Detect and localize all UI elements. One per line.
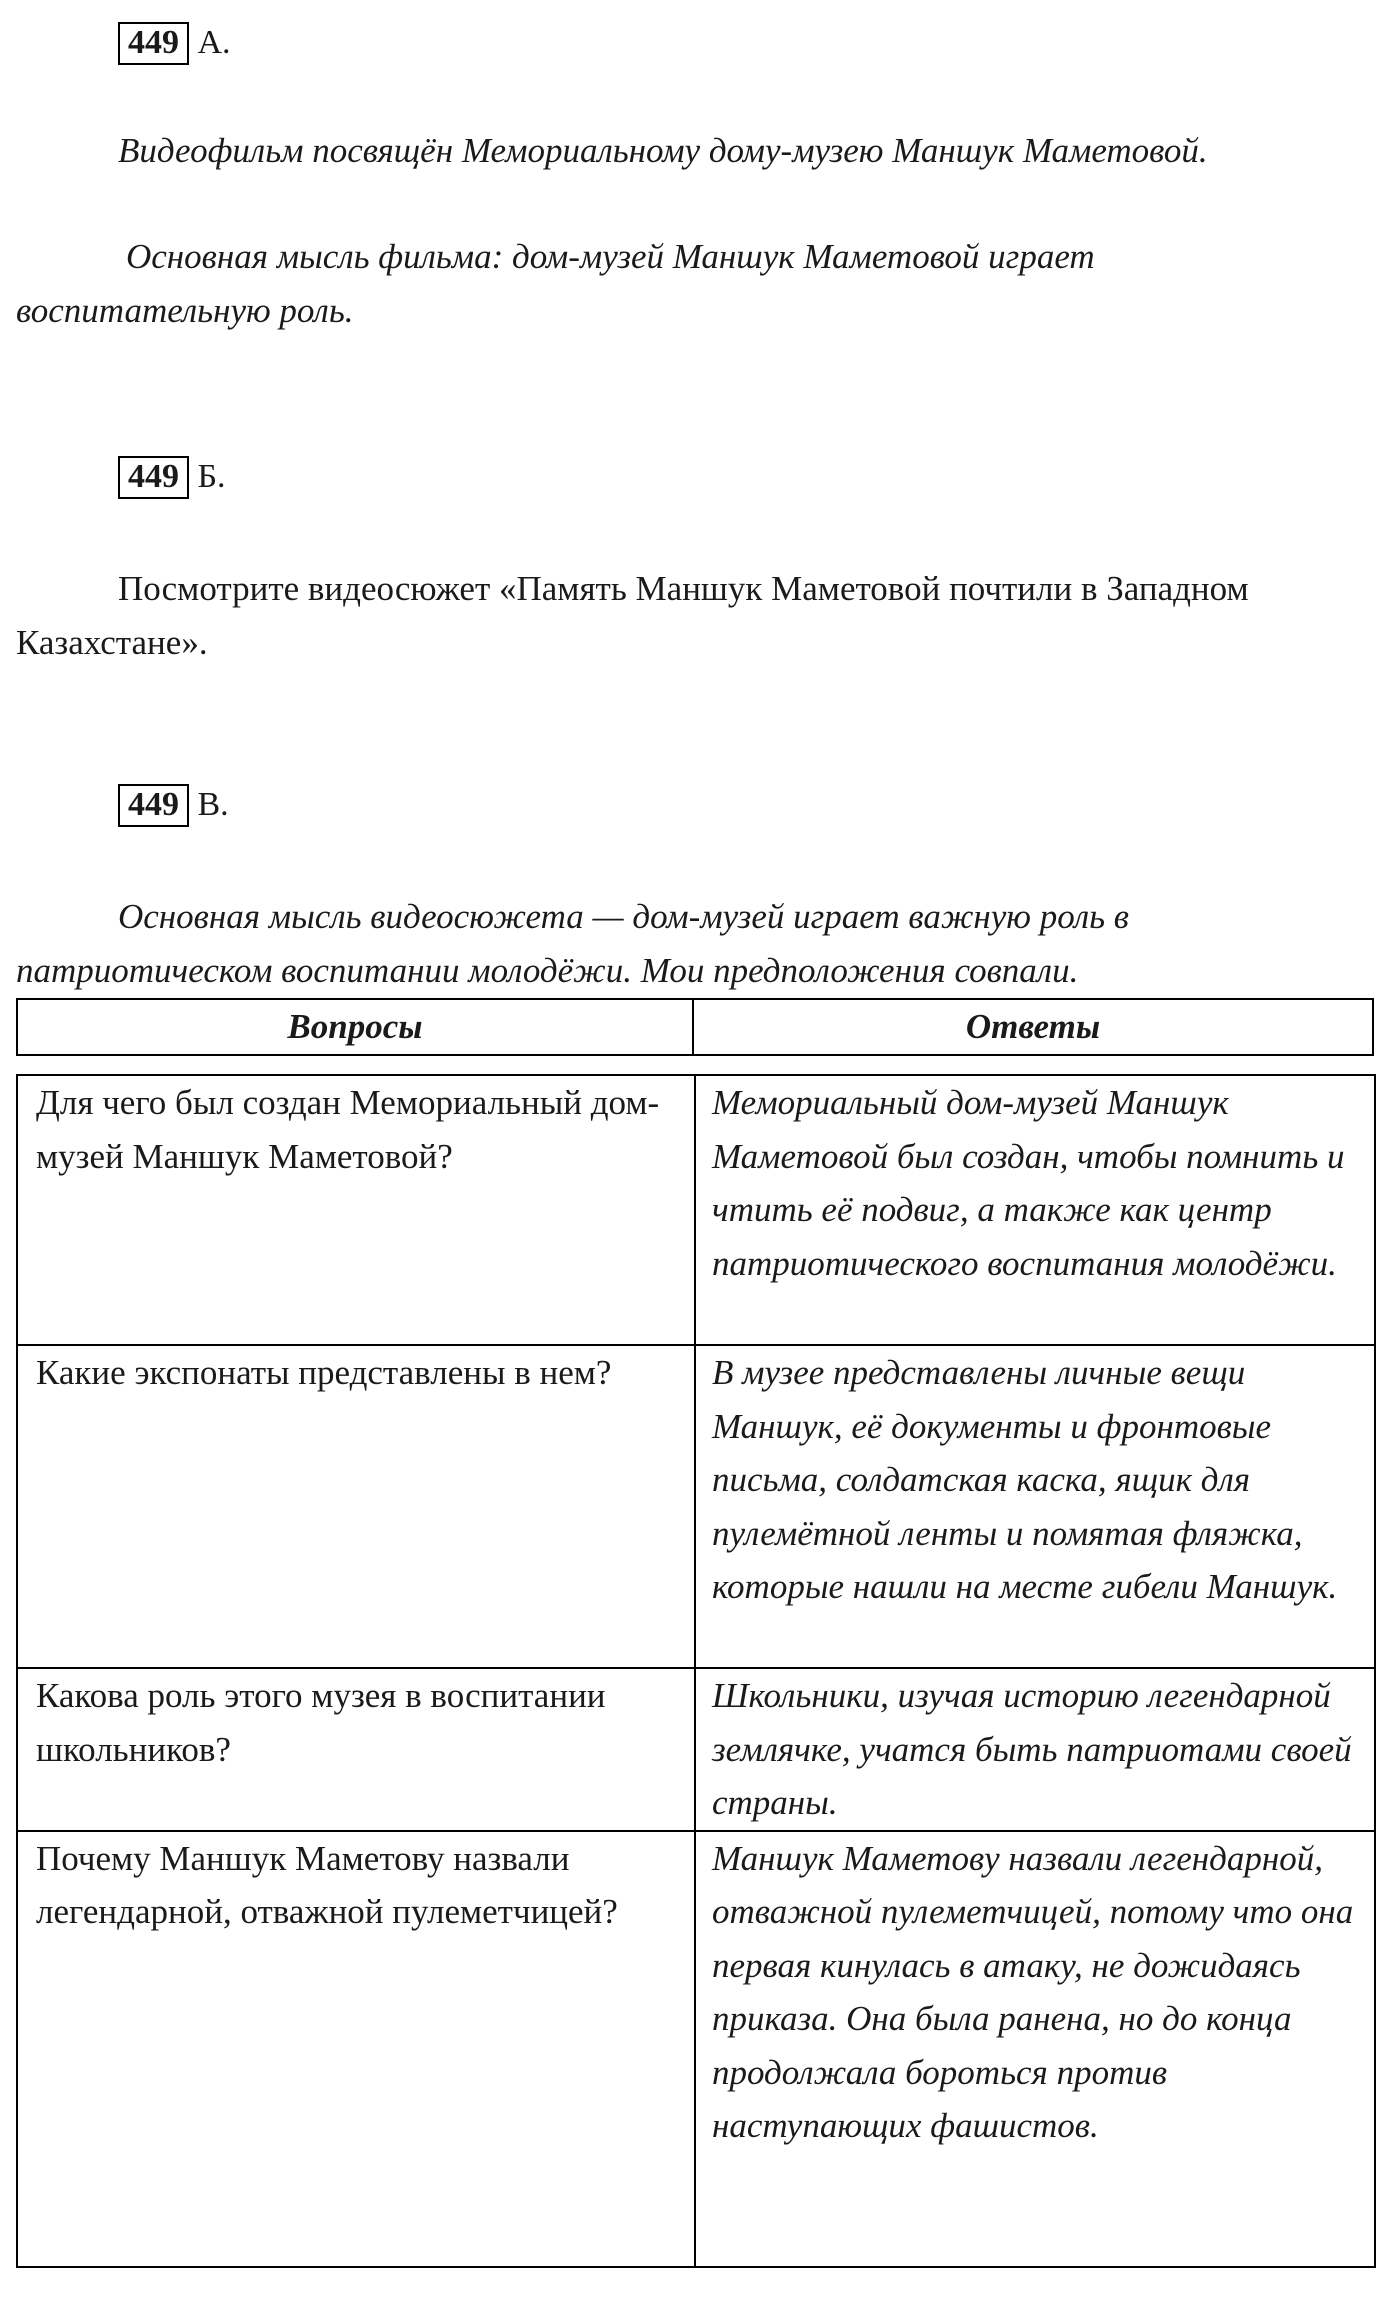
section-number-box-b [118, 456, 189, 499]
question-cell: Для чего был создан Мемориальный дом-музей Маншук Маметовой? [17, 1075, 695, 1345]
question-cell: Какие экспонаты представлены в нем? [17, 1345, 695, 1668]
section-letter-c: В. [197, 786, 229, 823]
qa-table [16, 1074, 1376, 2268]
qa-header-row [17, 999, 1373, 1055]
section-letter-a: А. [197, 24, 231, 61]
section-a-paragraph-2: Основная мысль фильма: дом-музей Маншук Маметовой играет воспитательную роль. [16, 237, 1095, 330]
section-number-c: 449 [128, 786, 179, 823]
question-cell: Какова роль этого музея в воспитании школьников? [17, 1668, 695, 1831]
section-b-paragraph-1: Посмотрите видеосюжет «Память Маншук Маметовой почтили в Западном Казахстане». [16, 569, 1249, 662]
section-number-box-c [118, 784, 189, 827]
answer-cell: В музее представлены личные вещи Маншук, её документы и фронтовые письма, солдатская каска, ящик для пулемётной ленты и помятая фляжка, которые нашли на месте гибели Маншук. [695, 1345, 1375, 1668]
section-label-b [118, 456, 226, 499]
section-number-box-a [118, 22, 189, 65]
section-number-a: 449 [128, 24, 179, 61]
table-row [17, 1831, 1375, 2267]
section-label-a [118, 22, 231, 65]
table-row [17, 1668, 1375, 1831]
question-cell: Почему Маншук Маметову назвали легендарной, отважной пулеметчицей? [17, 1831, 695, 2267]
section-label-c [118, 784, 229, 827]
answer-cell: Мемориальный дом-музей Маншук Маметовой был создан, чтобы помнить и чтить её подвиг, а также как центр патриотического воспитания молодёжи. [695, 1075, 1375, 1345]
section-c-paragraph-1: Основная мысль видеосюжета — дом-музей играет важную роль в патриотическом воспитании молодёжи. Мои предположения совпали. [16, 897, 1129, 990]
section-letter-b: Б. [197, 458, 226, 495]
header-answers: Ответы [693, 999, 1373, 1055]
answer-cell: Маншук Маметову назвали легендарной, отважной пулеметчицей, потому что она первая кинулась в атаку, не дожидаясь приказа. Она была ранена, но до конца продолжала бороться против наступающих фашистов. [695, 1831, 1375, 2267]
section-number-b: 449 [128, 458, 179, 495]
header-questions: Вопросы [17, 999, 693, 1055]
answer-cell: Школьники, изучая историю легендарной землячке, учатся быть патриотами своей страны. [695, 1668, 1375, 1831]
table-row [17, 1345, 1375, 1668]
qa-header-table [16, 998, 1374, 1056]
section-a-paragraph-1: Видеофильм посвящён Мемориальному дому-музею Маншук Маметовой. [118, 131, 1208, 170]
table-row [17, 1075, 1375, 1345]
